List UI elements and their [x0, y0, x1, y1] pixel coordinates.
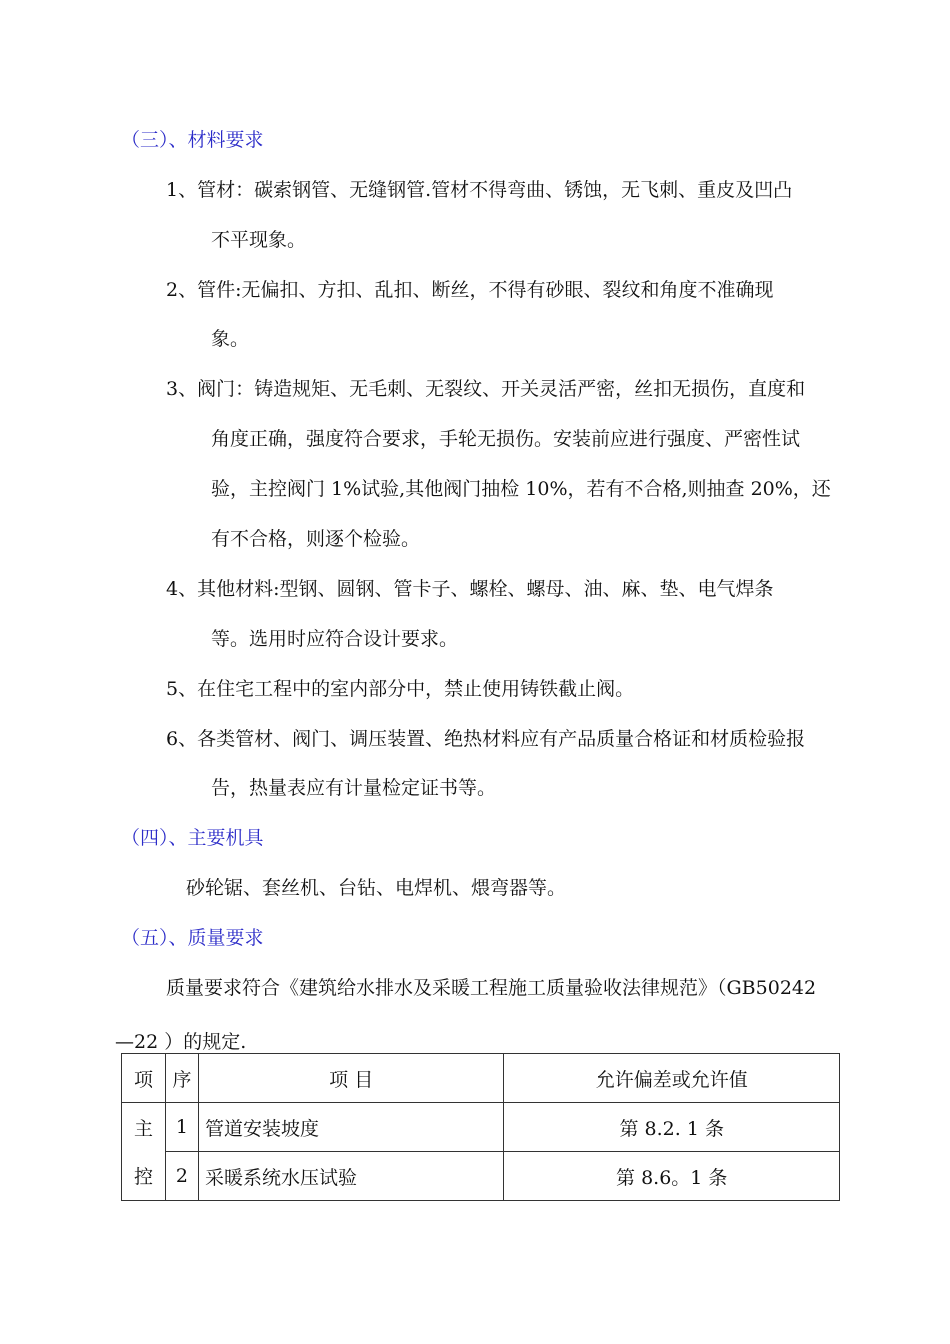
- materials-line-12: 6、各类管材、阀门、调压装置、绝热材料应有产品质量合格证和材质检验报: [166, 728, 806, 750]
- materials-line-10: 等。选用时应符合设计要求。: [211, 628, 459, 650]
- section-heading-materials: （三）、材料要求: [121, 129, 264, 151]
- quality-table: [121, 1053, 840, 1201]
- table-cell-seq: 2: [165, 1152, 198, 1201]
- materials-line-11: 5、在住宅工程中的室内部分中，禁止使用铸铁截止阀。: [166, 678, 635, 700]
- tools-text: 砂轮锯、套丝机、台钻、电焊机、煨弯器等。: [186, 877, 567, 899]
- materials-line-5: 3、阀门：铸造规矩、无毛刺、无裂纹、开关灵活严密，丝扣无损伤，直度和: [166, 378, 806, 400]
- quality-text-line-2: —22 ）的规定.: [115, 1031, 247, 1053]
- materials-line-8: 有不合格，则逐个检验。: [211, 528, 421, 550]
- materials-line-1: 1、管材：碳索钢管、无缝钢管.管材不得弯曲、锈蚀，无飞刺、重皮及凹凸: [166, 179, 793, 201]
- table-cell-item: 采暖系统水压试验: [198, 1152, 504, 1201]
- materials-line-4: 象。: [211, 328, 250, 350]
- table-row: [122, 1103, 840, 1152]
- materials-line-2: 不平现象。: [211, 229, 307, 251]
- section-heading-quality: （五）、质量要求: [121, 927, 264, 949]
- quality-text-line-1: 质量要求符合《建筑给水排水及采暖工程施工质量验收法律规范》（GB50242: [166, 977, 817, 999]
- materials-line-3: 2、管件:无偏扣、方扣、乱扣、断丝，不得有砂眼、裂纹和角度不准确现: [166, 279, 774, 301]
- section-heading-tools: （四）、主要机具: [121, 827, 264, 849]
- materials-line-9: 4、其他材料:型钢、圆钢、管卡子、螺栓、螺母、油、麻、垫、电气焊条: [166, 578, 774, 600]
- table-group-label-top: 主: [122, 1103, 166, 1152]
- table-header-value: 允许偏差或允许值: [504, 1054, 840, 1103]
- table-header-category: 项: [122, 1054, 166, 1103]
- table-header-seq: 序: [165, 1054, 198, 1103]
- table-group-label-bottom: 控: [122, 1152, 166, 1201]
- table-header-row: [122, 1054, 840, 1103]
- table-cell-item: 管道安装坡度: [198, 1103, 504, 1152]
- materials-line-7: 验，主控阀门 1%试验,其他阀门抽检 10%，若有不合格,则抽查 20%，还: [211, 478, 831, 500]
- table-cell-value: 第 8.6。1 条: [504, 1152, 840, 1201]
- table-header-item: 项 目: [198, 1054, 504, 1103]
- materials-line-6: 角度正确，强度符合要求，手轮无损伤。安装前应进行强度、严密性试: [211, 428, 801, 450]
- materials-line-13: 告，热量表应有计量检定证书等。: [211, 777, 497, 799]
- table-cell-seq: 1: [165, 1103, 198, 1152]
- table-cell-value: 第 8.2. 1 条: [504, 1103, 840, 1152]
- table-row: [122, 1152, 840, 1201]
